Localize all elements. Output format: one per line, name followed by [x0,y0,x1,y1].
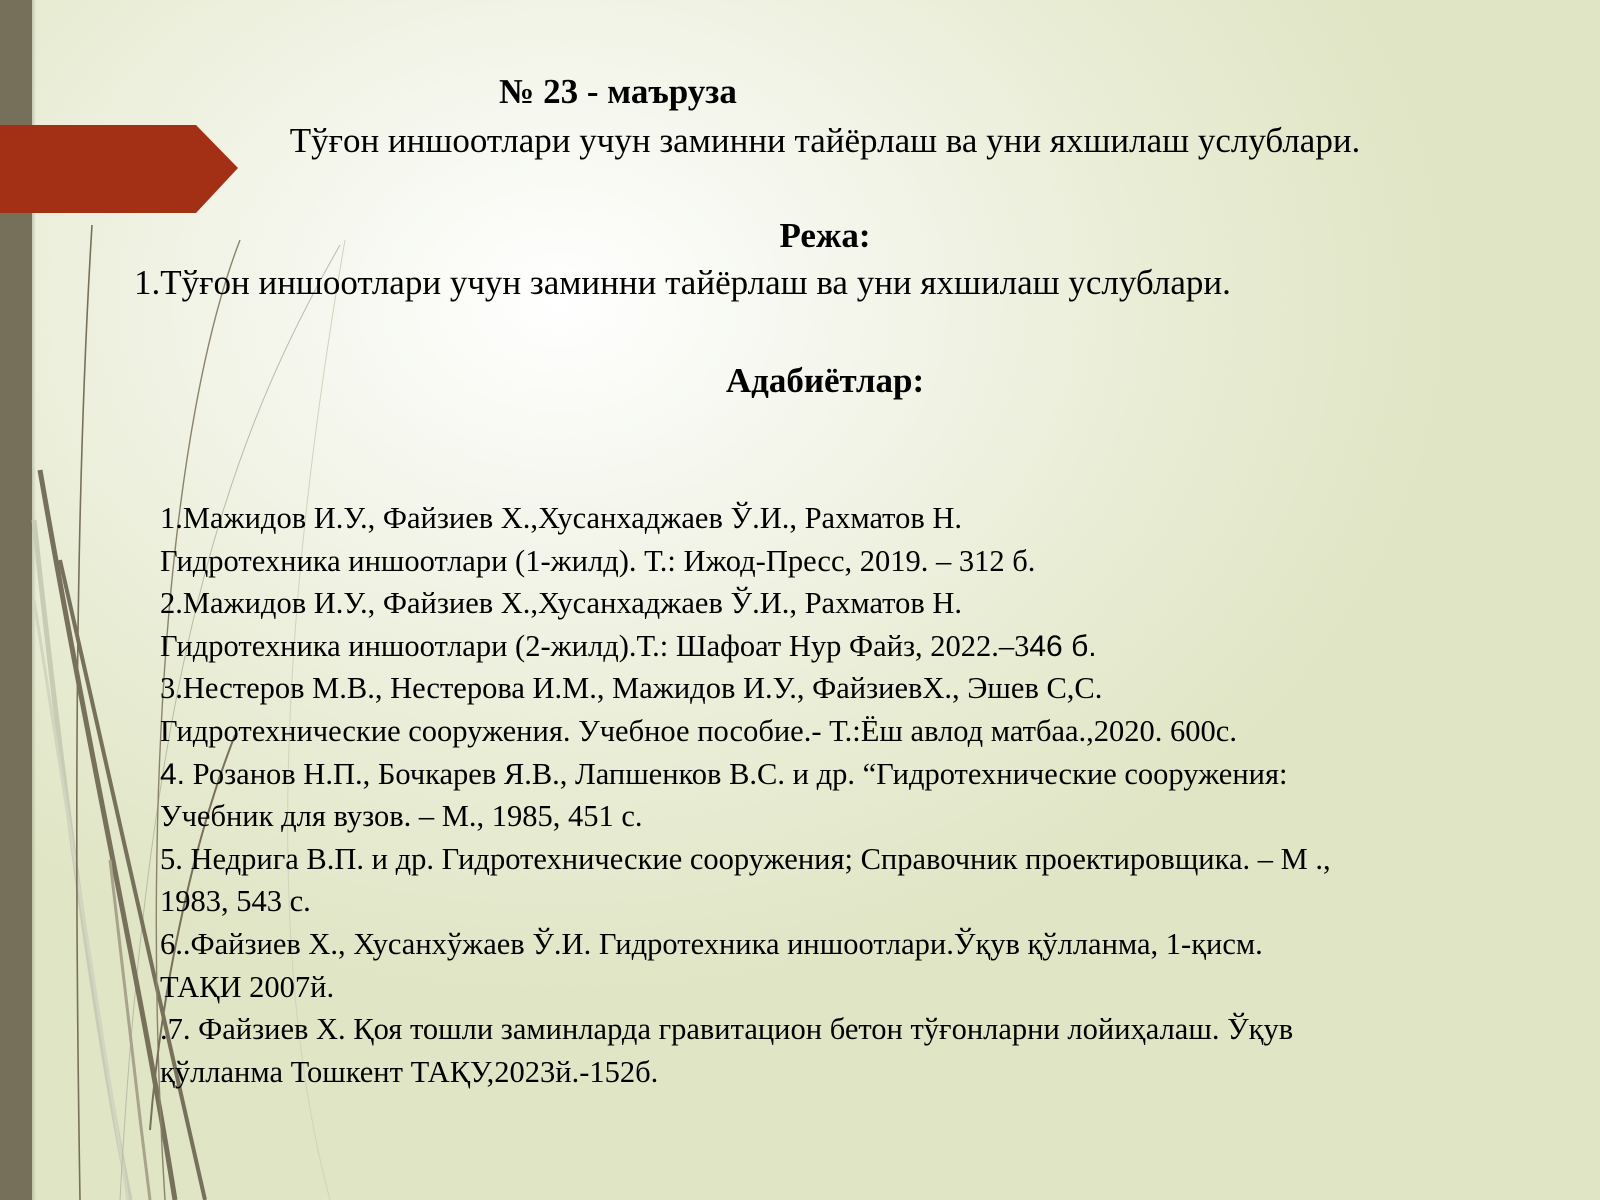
reference-4-line-2: Учебник для вузов. – М., 1985, 451 с. [160,799,643,834]
plan-item: 1.Тўғон иншоотлари учун заминни тайёрлаш ва уни яхшилаш услублари. [134,263,1231,302]
lecture-number-title: № 23 - маъруза [499,72,737,111]
reference-6-line-2: ТАҚИ 2007й. [160,969,335,1004]
reference-4-number: 4. [160,757,186,791]
reference-6-line-1: 6..Файзиев Х., Хусанхўжаев Ў.И. Гидротехника иншоотлари.Ўқув қўлланма, 1-қисм. [160,926,1263,961]
reference-5-line-2: 1983, 543 с. [160,884,311,919]
reference-1-line-2: Гидротехника иншоотлари (1-жилд). Т.: Ижод-Пресс, 2019. – 312 б. [160,543,1036,578]
reference-4-text: Розанов Н.П., Бочкарев Я.В., Лапшенков В.С. и др. “Гидротехнические сооружения: [185,756,1288,791]
references-list [160,497,1560,1093]
reference-2-line-2 [160,625,1560,668]
plan-heading: Режа: [779,216,871,255]
reference-3-line-2: Гидротехнические сооружения. Учебное пособие.- Т.:Ёш авлод матбаа.,2020. 600с. [160,713,1237,748]
reference-3-line-1: 3.Нестеров М.В., Нестерова И.М., Мажидов И.У., ФайзиевХ., Эшев С,С. [160,671,1103,706]
reference-5-line-1: 5. Недрига В.П. и др. Гидротехнические сооружения; Справочник проектировщика. – М ., [160,841,1331,876]
reference-7-line-1: .7. Файзиев Х. Қоя тошли заминларда гравитацион бетон тўғонларни лойиҳалаш. Ўқув [160,1012,1294,1047]
reference-4-line-1 [160,753,1560,796]
lecture-topic-title: Тўғон иншоотлари учун заминни тайёрлаш ва уни яхшилаш услублари. [289,121,1361,160]
reference-2-pages: 46 б. [1029,629,1097,663]
reference-2-text: Гидротехника иншоотлари (2-жилд).Т.: Шафоат Нур Файз, 2022.–3 [160,628,1030,663]
reference-2-line-1: 2.Мажидов И.У., Файзиев Х.,Хусанхаджаев Ў.И., Рахматов Н. [160,586,963,621]
references-heading: Адабиётлар: [725,361,925,400]
reference-7-line-2: қўлланма Тошкент ТАҚУ,2023й.-152б. [160,1054,659,1089]
reference-1-line-1: 1.Мажидов И.У., Файзиев Х.,Хусанхаджаев Ў.И., Рахматов Н. [160,501,963,535]
